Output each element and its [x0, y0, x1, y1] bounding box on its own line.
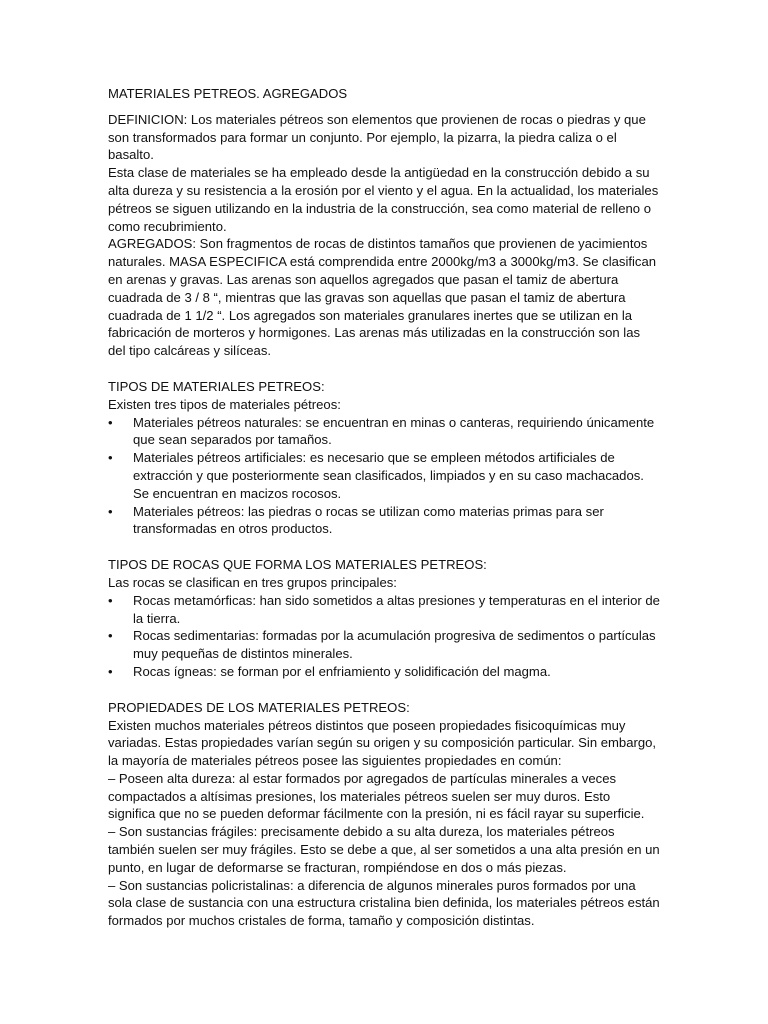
- definition-paragraph: DEFINICION: Los materiales pétreos son elementos que provienen de rocas o piedras y que son transformados para formar un conjunto. Por ejemplo, la pizarra, la piedra caliza o el basalto.: [108, 111, 646, 163]
- properties-paragraph: Existen muchos materiales pétreos distintos que poseen propiedades fisicoquímicas muy variadas. Estas propiedades varían según su origen y su composición particular. Sin embargo, la mayoría de materiales pétreos posee las siguientes propiedades en común:: [108, 717, 657, 769]
- list-item: • Rocas metamórficas: han sido sometidos a altas presiones y temperaturas en el interior de la tierra.: [108, 592, 660, 628]
- fragility-paragraph: – Son sustancias frágiles: precisamente debido a su alta dureza, los materiales pétreos también suelen ser muy frágiles. Esto se debe a que, al ser sometidos a una alta presión en un punto, en lugar de deformarse se fracturan, rompiéndose en dos o más piezas.: [108, 824, 660, 875]
- rocks-heading: TIPOS DE ROCAS QUE FORMA LOS MATERIALES PETREOS:: [108, 557, 487, 573]
- document-page: [108, 85, 660, 930]
- history-paragraph: Esta clase de materiales se ha empleado desde la antigüedad en la construcción debido a su alta dureza y su resistencia a la erosión por el viento y el agua. En la actualidad, los materiales pétreos se siguen utilizando en la industria de la construcción, sea como material de relleno o como recubrimiento.: [108, 165, 659, 234]
- properties-heading: PROPIEDADES DE LOS MATERIALES PETREOS:: [108, 699, 410, 715]
- list-item: • Rocas sedimentarias: formadas por la acumulación progresiva de sedimentos o partículas muy pequeñas de distintos minerales.: [108, 627, 660, 663]
- aggregates-paragraph: AGREGADOS: Son fragmentos de rocas de distintos tamaños que provienen de yacimientos naturales. MASA ESPECIFICA está comprendida entre 2000kg/m3 a 3000kg/m3. Se clasifican en arenas y gravas. Las arenas son aquellos agregados que pasan el tamiz de abertura cuadrada de 3 / 8 “, mientras que las gravas son aquellas que pasan el tamiz de abertura cuadrada de 1 1/2 “. Los agregados son materiales granulares inertes que se utilizan en la fabricación de morteros y hormigones. Las arenas más utilizadas en la construcción son las del tipo calcáreas y silíceas.: [108, 236, 657, 359]
- types-heading: TIPOS DE MATERIALES PETREOS:: [108, 378, 325, 394]
- polycrystalline-paragraph: – Son sustancias policristalinas: a diferencia de algunos minerales puros formados por una sola clase de sustancia con una estructura cristalina bien definida, los materiales pétreos están formados por muchos cristales de forma, tamaño y composición distintas.: [108, 877, 660, 929]
- hardness-paragraph: – Poseen alta dureza: al estar formados por agregados de partículas minerales a veces compactados a altísimas presiones, los materiales pétreos suelen ser muy duros. Esto significa que no se pueden deformar fácilmente con la presión, ni es fácil rayar su superficie.: [108, 770, 645, 822]
- document-title: MATERIALES PETREOS. AGREGADOS: [108, 86, 348, 101]
- types-lead: Existen tres tipos de materiales pétreos:: [108, 396, 341, 412]
- list-item: • Materiales pétreos: las piedras o rocas se utilizan como materias primas para ser transformadas en otros productos.: [108, 503, 660, 539]
- list-item: • Rocas ígneas: se forman por el enfriamiento y solidificación del magma.: [108, 663, 660, 681]
- list-item: • Materiales pétreos artificiales: es necesario que se empleen métodos artificiales de extracción y que posteriormente sean clasificados, limpiados y en su caso machacados. Se encuentran en macizos rocosos.: [108, 449, 660, 502]
- rocks-lead: Las rocas se clasifican en tres grupos principales:: [108, 574, 397, 590]
- rocks-list: [108, 592, 660, 681]
- types-list: [108, 414, 660, 539]
- list-item: • Materiales pétreos naturales: se encuentran en minas o canteras, requiriendo únicamente que sean separados por tamaños.: [108, 414, 660, 450]
